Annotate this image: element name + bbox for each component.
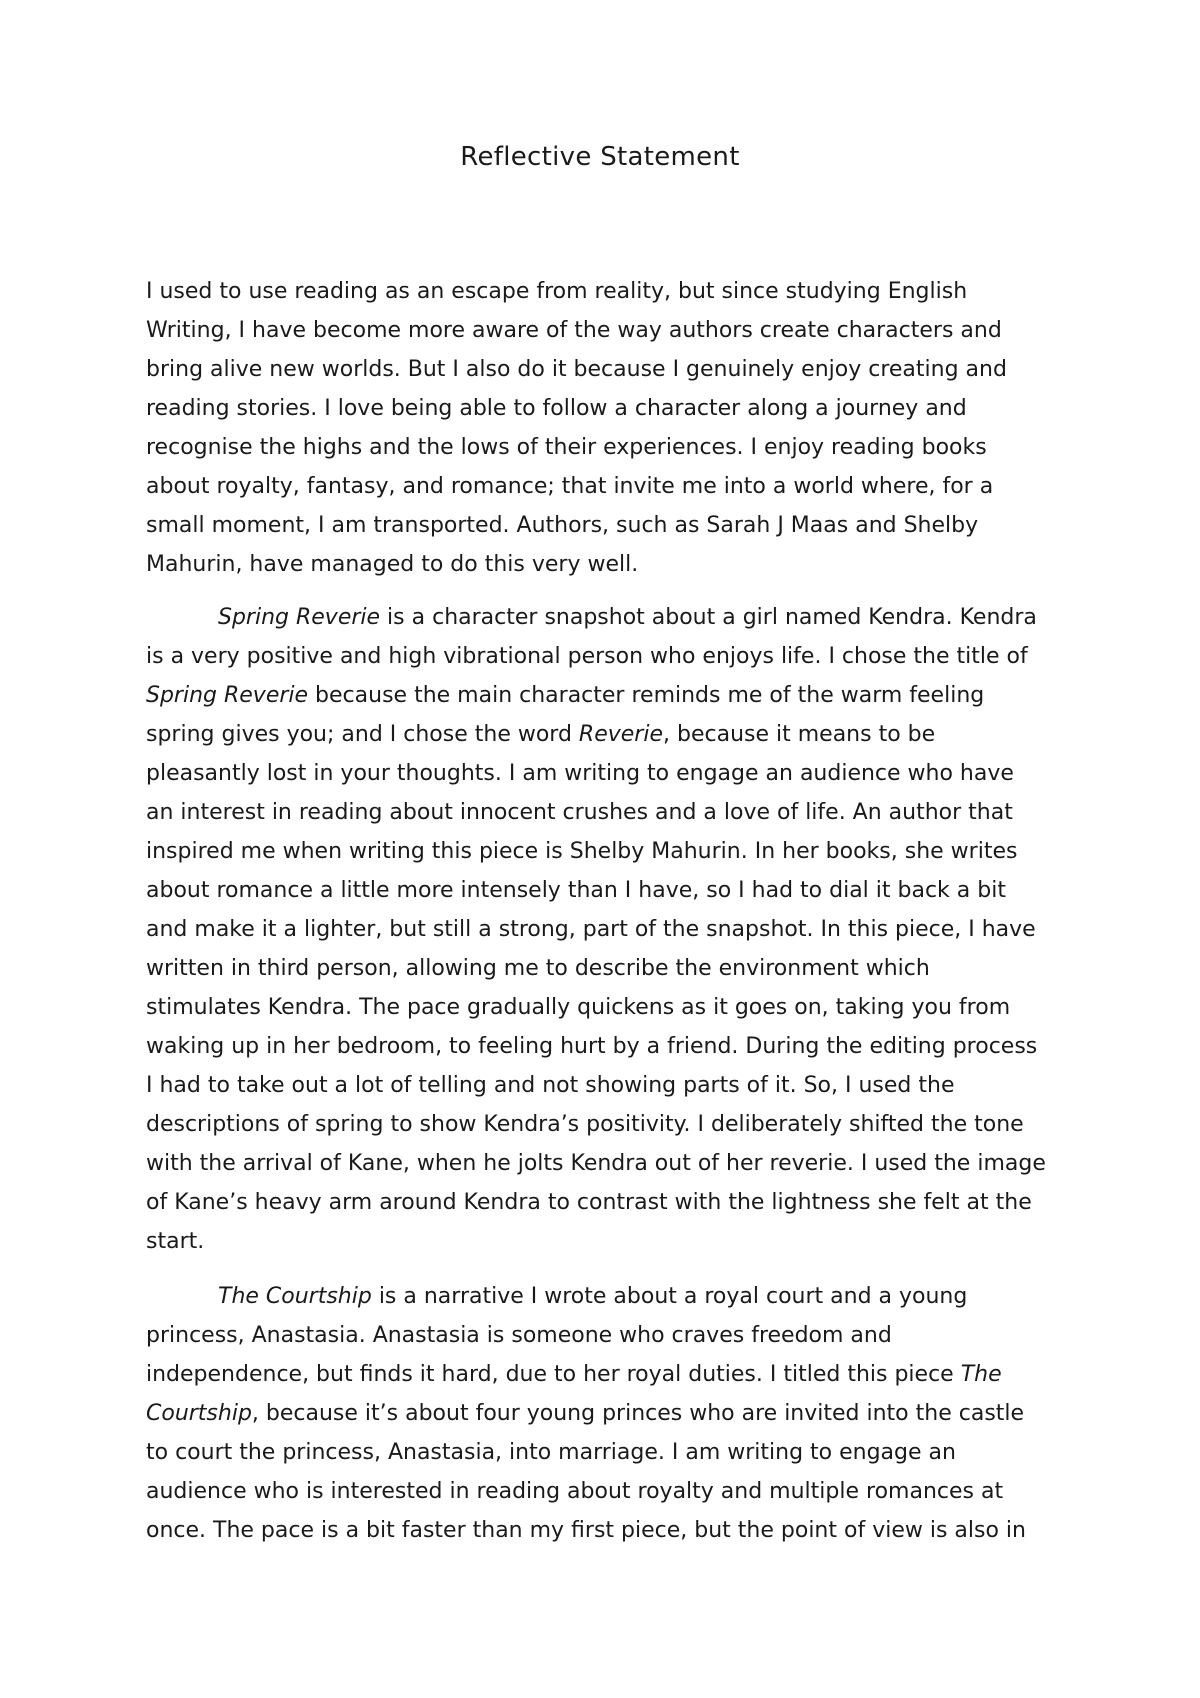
text-line	[146, 1222, 1066, 1261]
text-line	[146, 1433, 1066, 1472]
text-line	[146, 1472, 1066, 1511]
text-segment: independence, but finds it hard, due to her royal duties. I titled this piece	[146, 1362, 961, 1387]
text-segment: spring gives you; and I chose the word	[146, 722, 579, 747]
text-segment: written in third person, allowing me to describe the environment which	[146, 956, 930, 981]
text-segment: is a character snapshot about a girl named Kendra. Kendra	[380, 605, 1037, 630]
paragraph-2	[146, 598, 1066, 1261]
text-segment: because the main character reminds me of the warm feeling	[308, 683, 985, 708]
text-segment: recognise the highs and the lows of their experiences. I enjoy reading books	[146, 435, 987, 460]
italic-title-text: Reverie	[578, 722, 663, 747]
text-segment: Mahurin, have managed to do this very well.	[146, 552, 639, 577]
text-line	[146, 1316, 1066, 1355]
text-line	[146, 910, 1066, 949]
text-segment: with the arrival of Kane, when he jolts Kendra out of her reverie. I used the image	[146, 1151, 1046, 1176]
text-segment: start.	[146, 1229, 205, 1254]
text-segment: I used to use reading as an escape from reality, but since studying English	[146, 279, 968, 304]
text-line	[146, 715, 1066, 754]
page-title: Reflective Statement	[460, 142, 740, 172]
text-segment: audience who is interested in reading about royalty and multiple romances at	[146, 1479, 1004, 1504]
text-segment: reading stories. I love being able to follow a character along a journey and	[146, 396, 967, 421]
text-line	[146, 467, 1066, 506]
text-segment: descriptions of spring to show Kendra’s positivity. I deliberately shifted the tone	[146, 1112, 1024, 1137]
text-line	[146, 1394, 1066, 1433]
text-line	[146, 1355, 1066, 1394]
text-segment: once. The pace is a bit faster than my first piece, but the point of view is also in	[146, 1518, 1026, 1543]
text-segment: about royalty, fantasy, and romance; that invite me into a world where, for a	[146, 474, 994, 499]
text-line	[146, 350, 1066, 389]
text-line	[146, 637, 1066, 676]
text-line	[146, 1277, 1066, 1316]
text-line	[146, 1144, 1066, 1183]
text-segment: is a very positive and high vibrational person who enjoys life. I chose the title of	[146, 644, 1028, 669]
text-line	[146, 1027, 1066, 1066]
text-segment: to court the princess, Anastasia, into marriage. I am writing to engage an	[146, 1440, 956, 1465]
italic-title-text: Courtship	[146, 1401, 252, 1426]
text-segment: about romance a little more intensely than I have, so I had to dial it back a bit	[146, 878, 1006, 903]
text-segment: , because it’s about four young princes who are invited into the castle	[251, 1401, 1025, 1426]
text-segment: princess, Anastasia. Anastasia is someone who craves freedom and	[146, 1323, 892, 1348]
text-line	[146, 389, 1066, 428]
text-line	[146, 272, 1066, 311]
text-line	[146, 1511, 1066, 1550]
text-line	[146, 428, 1066, 467]
text-segment: Writing, I have become more aware of the way authors create characters and	[146, 318, 1002, 343]
text-segment: I had to take out a lot of telling and not showing parts of it. So, I used the	[146, 1073, 955, 1098]
text-line	[146, 506, 1066, 545]
text-segment: , because it means to be	[663, 722, 936, 747]
text-line	[146, 676, 1066, 715]
text-line	[146, 832, 1066, 871]
italic-title-text: Spring Reverie	[218, 605, 381, 630]
italic-title-text: The	[960, 1362, 1002, 1387]
document-body	[146, 272, 1066, 1550]
text-line	[146, 311, 1066, 350]
text-segment: bring alive new worlds. But I also do it because I genuinely enjoy creating and	[146, 357, 1007, 382]
text-segment: of Kane’s heavy arm around Kendra to contrast with the lightness she felt at the	[146, 1190, 1032, 1215]
paragraph-1	[146, 272, 1066, 584]
text-segment: is a narrative I wrote about a royal court and a young	[371, 1284, 968, 1309]
text-segment: small moment, I am transported. Authors, such as Sarah J Maas and Shelby	[146, 513, 979, 538]
text-segment: waking up in her bedroom, to feeling hurt by a friend. During the editing process	[146, 1034, 1038, 1059]
text-line	[146, 949, 1066, 988]
italic-title-text: The Courtship	[218, 1284, 372, 1309]
text-line	[146, 1066, 1066, 1105]
text-segment: pleasantly lost in your thoughts. I am writing to engage an audience who have	[146, 761, 1014, 786]
text-line	[146, 545, 1066, 584]
text-line	[146, 1105, 1066, 1144]
text-segment: inspired me when writing this piece is Shelby Mahurin. In her books, she writes	[146, 839, 1018, 864]
text-segment: an interest in reading about innocent crushes and a love of life. An author that	[146, 800, 1013, 825]
text-line	[146, 793, 1066, 832]
text-segment: and make it a lighter, but still a strong, part of the snapshot. In this piece, I have	[146, 917, 1036, 942]
text-line	[146, 1183, 1066, 1222]
paragraph-3	[146, 1277, 1066, 1550]
text-line	[146, 598, 1066, 637]
text-line	[146, 871, 1066, 910]
text-segment: stimulates Kendra. The pace gradually quickens as it goes on, taking you from	[146, 995, 1011, 1020]
italic-title-text: Spring Reverie	[146, 683, 309, 708]
text-line	[146, 754, 1066, 793]
text-line	[146, 988, 1066, 1027]
